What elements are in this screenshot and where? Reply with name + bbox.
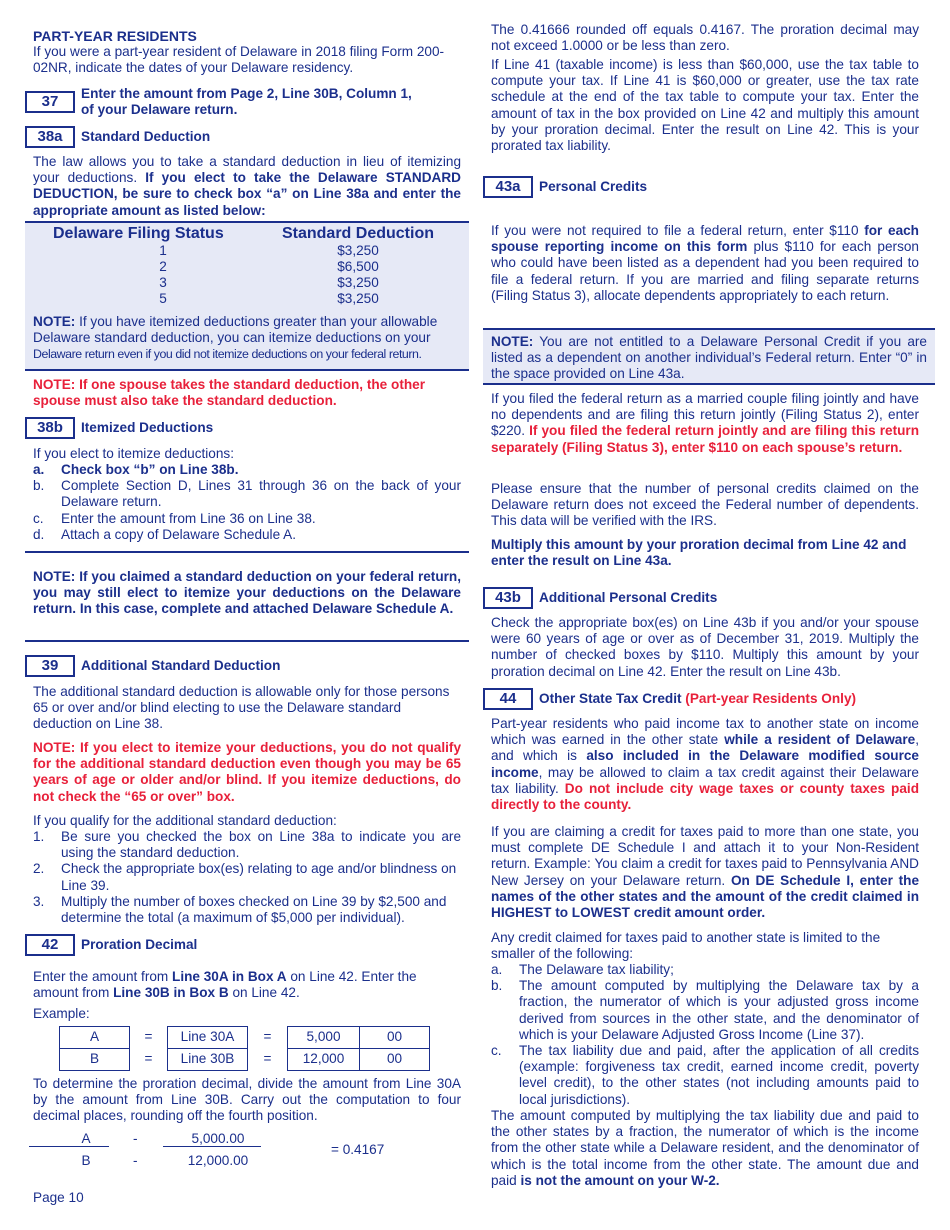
line-43a-p1: If you were not required to file a federal return, enter $110 for each spouse reporting income on this form plus $110 for each person who could have been listed as a dependent had you been required to file a federal return. If you are married and filing separate returns (Filing Status 3), allocate dependents appropriately to each return. [491,223,919,303]
part-year-heading: PART-YEAR RESIDENTS [33,28,197,44]
line-44-p1: Part-year residents who paid income tax to another state on income which was earned in the other state while a resident of Delaware, and which is also included in the Delaware modified source income, may be allowed to claim a tax credit against their Delaware tax liability. Do not include city wage taxes or county taxes paid directly to the county. [491,716,920,813]
list-item: d. Attach a copy of Delaware Schedule A. [33,526,297,542]
table-row: 5 $3,250 [159,291,379,306]
divider [25,640,469,642]
part-year-text: If you were a part-year resident of Delaware in 2018 filing Form 200-02NR, indicate the dates of your Delaware residency. [33,44,445,76]
line-43a [483,176,647,198]
list-item: 1. Be sure you checked the box on Line 38a to indicate you are using the standard deduction. [33,829,461,861]
list-item: b. The amount computed by multiplying the Delaware tax by a fraction, the numerator of which is your adjusted gross income derived from sources in the other state, and the denominator of which is your Delaware Adjusted Gross Income (Line 37). [491,978,919,1042]
line-44 [483,688,856,710]
proration-compute-text: To determine the proration decimal, divide the amount from Line 30A by the amount from Line 30B. Carry out the computation to four decimal places, rounding off the fourth position. [33,1076,461,1124]
line-43a-title: Personal Credits [539,178,648,194]
line-39-text: The additional standard deduction is allowable only for those persons 65 or over and/or blind electing to use the Delaware standard deduction on Line 38. [33,684,450,732]
line-38a-title: Standard Deduction [81,128,211,144]
line-43a-p2: If you filed the federal return as a married couple filing jointly and have no dependents and are filing this return jointly (Filing Status 2), enter $220. If you filed the federal return jointly and are filing this return separately (Filing Status 3), enter $110 on each spouse’s return. [491,391,919,455]
line-38b [25,417,213,439]
line-39-title: Additional Standard Deduction [81,657,281,673]
line-44-box: 44 [483,688,533,710]
table-header-filing-status: Delaware Filing Status [53,225,224,242]
line-39-intro: If you qualify for the additional standard deduction: [33,813,337,828]
table-header-standard-deduction: Standard Deduction [281,225,434,242]
line-43a-box: 43a [483,176,533,198]
standard-deduction-table-header [25,223,469,243]
fraction-result: = 0.4167 [331,1142,385,1157]
line-43b-box: 43b [483,587,533,609]
line-44-p4: The amount computed by multiplying the tax liability due and paid to the other states by a fraction, the numerator of which is the income from the other state while a Delaware resident, and the denominator of which is the total income from the other state. The amount due and paid is not the amount on your W-2. [491,1108,919,1188]
line-43b [483,587,717,609]
table-row: 2 $6,500 [159,259,379,274]
standard-deduction-table-panel [25,223,469,370]
list-item: b. Complete Section D, Lines 31 through 36 on the back of your Delaware return. [33,478,461,510]
table-row: A = Line 30A = 5,000 00 [60,1027,430,1049]
line-42 [25,934,197,956]
line-37 [25,86,412,118]
list-item: a. The Delaware tax liability; [491,962,674,977]
line-43b-text: Check the appropriate box(es) on Line 43b if you and/or your spouse were 60 years of age or over as of December 31, 2019. Multiply the number of checked boxes by $110. Multiply this amount by your proration decimal on Line 42. Enter the result on Line 43b. [491,615,919,679]
line-43a-p3: Please ensure that the number of personal credits claimed on the Delaware return does not exceed the Federal number of dependents. This data will be verified with the IRS. [491,481,919,529]
line-39-box: 39 [25,655,75,677]
rounded-text: The 0.41666 rounded off equals 0.4167. The proration decimal may not exceed 1.0000 or be less than zero. [491,22,919,54]
divider [483,383,935,385]
line-43a-p4: Multiply this amount by your proration decimal from Line 42 and enter the result on Line 43a. [491,537,907,569]
line-38b-intro: If you elect to itemize deductions: [33,446,234,461]
line-37-text-2: of your Delaware return. [81,102,238,117]
table-row: 3 $3,250 [159,275,379,290]
line-43a-note: NOTE: You are not entitled to a Delaware Personal Credit if you are listed as a dependent on another individual’s Federal return. Enter “0” in the space provided on Line 43a. [483,330,935,383]
line-42-box: 42 [25,934,75,956]
divider [25,369,469,371]
table-row: 1 $3,250 [159,243,379,258]
line-38a-red-note: NOTE: If one spouse takes the standard deduction, the other spouse must also take the standard deduction. [33,377,426,409]
line-44-p3: Any credit claimed for taxes paid to another state is limited to the smaller of the following: [491,930,881,962]
list-item: 2. Check the appropriate box(es) relating to age and/or blindness on Line 39. [33,861,457,893]
line-38b-title: Itemized Deductions [81,419,214,435]
line-38b-list [33,462,461,543]
fraction-line [163,1146,261,1147]
line-39 [25,655,280,677]
standard-deduction-table-body [25,243,469,307]
line-42-title: Proration Decimal [81,936,198,952]
line-38b-box: 38b [25,417,75,439]
line-44-p2: If you are claiming a credit for taxes paid to more than one state, you must complete DE Schedule I and attach it to your Non-Resident return. Example: You claim a credit for taxes paid to Pennsylvania AND New Jersey on your Delaware return. On DE Schedule I, enter the names of the other states and the amount of the credit claimed in HIGHEST to LOWEST credit amount order. [491,824,920,921]
example-table [59,1026,430,1071]
line-38a-box: 38a [25,126,75,148]
page-number: Page 10 [33,1190,84,1205]
line-37-text-1: Enter the amount from Page 2, Line 30B, Column 1, [81,86,412,101]
part-year-section [33,28,461,77]
example-label: Example: [33,1006,90,1021]
divider [25,551,469,553]
line-44-title: Other State Tax Credit (Part-year Residents Only) [539,690,857,706]
line-43b-title: Additional Personal Credits [539,589,718,605]
list-item: c. Enter the amount from Line 36 on Line 38. [33,510,316,526]
line-38a-note: NOTE: If you have itemized deductions greater than your allowable Delaware standard deduction, you can itemize deductions on your Delaware return even if you did not itemize deductions on your federal return. [33,314,438,362]
proration-fraction: A - 5,000.00 B - 12,000.00 = 0.4167 [33,1131,461,1171]
line-42-text: Enter the amount from Line 30A in Box A on Line 42. Enter the amount from Line 30B in Box B on Line 42. [33,969,417,1001]
line-37-box: 37 [25,91,75,113]
table-row: B = Line 30B = 12,000 00 [60,1049,430,1071]
line-38a-text: The law allows you to take a standard deduction in lieu of itemizing your deductions. If you elect to take the Delaware STANDARD DEDUCTION, be sure to check box “a” on Line 38a and enter the appropriate amount as listed below: [33,154,461,218]
list-item: a. Check box “b” on Line 38b. [33,462,239,477]
line-41-text: If Line 41 (taxable income) is less than $60,000, use the tax table to compute your tax. If Line 41 is $60,000 or greater, use the tax rate schedule at the end of the tax table to compute your tax. Enter the amount of tax in the box provided on Line 42 and multiply this amount by your proration decimal. Enter the result on Line 42. This is your prorated tax liability. [491,57,919,154]
list-item: c. The tax liability due and paid, after the application of all credits (example: forgiveness tax credit, earned income credit, poverty level credit), to the other states (not including amounts paid to local jurisdictions). [491,1043,919,1107]
line-39-list [33,829,461,926]
line-38b-note: NOTE: If you claimed a standard deduction on your federal return, you may still elect to itemize your deductions on the Delaware return. In this case, complete and attached Delaware Schedule A. [33,569,461,617]
fraction-line [29,1146,109,1147]
line-39-red-note: NOTE: If you elect to itemize your deductions, you do not qualify for the additional standard deduction even though you may be 65 years of age or older and/or blind. If you itemize deductions, do not check the “65 or over” box. [33,740,461,804]
line-38a [25,126,210,148]
line-44-list [491,962,919,1108]
list-item: 3. Multiply the number of boxes checked on Line 39 by $2,500 and determine the total (a maximum of $5,000 per individual). [33,893,447,926]
